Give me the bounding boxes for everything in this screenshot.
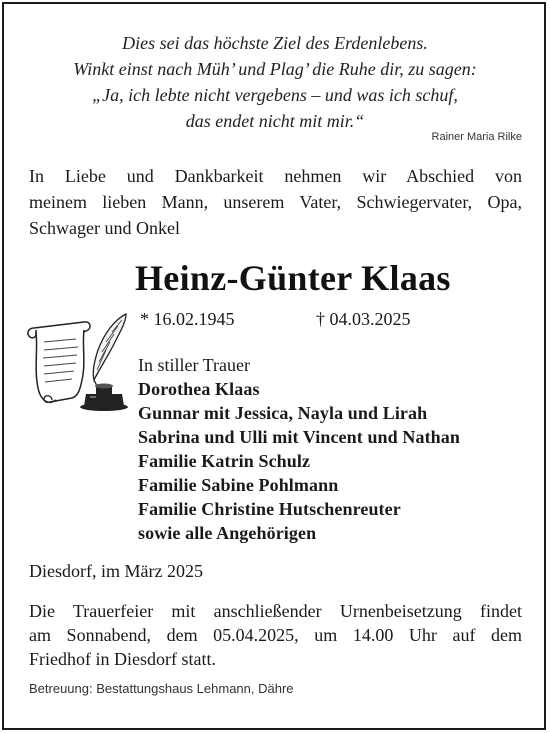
mourners-list bbox=[138, 353, 460, 545]
scroll-and-quill-inkwell-icon bbox=[22, 310, 134, 412]
quote-line-1: Dies sei das höchste Ziel des Erdenlebens. bbox=[122, 33, 428, 53]
funeral-home-credit: Betreuung: Bestattungshaus Lehmann, Dähre bbox=[29, 681, 294, 696]
service-line-1: Die Trauerfeier mit anschließender Urnenbeisetzung findet bbox=[29, 601, 522, 621]
mourner-name: sowie alle Angehörigen bbox=[138, 523, 317, 543]
mourner-name: Familie Katrin Schulz bbox=[138, 451, 311, 471]
quote-line-2: Winkt einst nach Müh’ und Plag’ die Ruhe dir, zu sagen: bbox=[73, 59, 477, 79]
quote-author: Rainer Maria Rilke bbox=[431, 131, 522, 143]
intro-line-1: In Liebe und Dankbarkeit nehmen wir Abschied von bbox=[29, 166, 522, 186]
mourner-name: Familie Sabine Pohlmann bbox=[138, 475, 339, 495]
mourner-name: Familie Christine Hutschenreuter bbox=[138, 499, 401, 519]
deceased-name: Heinz-Günter Klaas bbox=[135, 258, 451, 298]
birth-date: * 16.02.1945 bbox=[140, 309, 235, 329]
mourner-name: Gunnar mit Jessica, Nayla und Lirah bbox=[138, 403, 428, 423]
quote-line-4: das endet nicht mit mir.“ bbox=[185, 111, 365, 131]
death-date: † 04.03.2025 bbox=[316, 309, 411, 329]
place-and-date: Diesdorf, im März 2025 bbox=[29, 561, 203, 581]
intro-line-3: Schwager und Onkel bbox=[29, 218, 180, 238]
quote-line-3: „Ja, ich lebte nicht vergebens – und was ich schuf, bbox=[92, 85, 458, 105]
mourner-name: Dorothea Klaas bbox=[138, 379, 260, 399]
mourner-name: Sabrina und Ulli mit Vincent und Nathan bbox=[138, 427, 460, 447]
service-line-2: am Sonnabend, dem 05.04.2025, um 14.00 Uhr auf dem bbox=[29, 625, 522, 645]
intro-line-2: meinem lieben Mann, unserem Vater, Schwiegervater, Opa, bbox=[29, 192, 522, 212]
service-line-3: Friedhof in Diesdorf statt. bbox=[29, 649, 216, 669]
intro-text bbox=[29, 163, 522, 241]
mourners-heading: In stiller Trauer bbox=[138, 355, 250, 375]
service-details bbox=[29, 599, 522, 671]
